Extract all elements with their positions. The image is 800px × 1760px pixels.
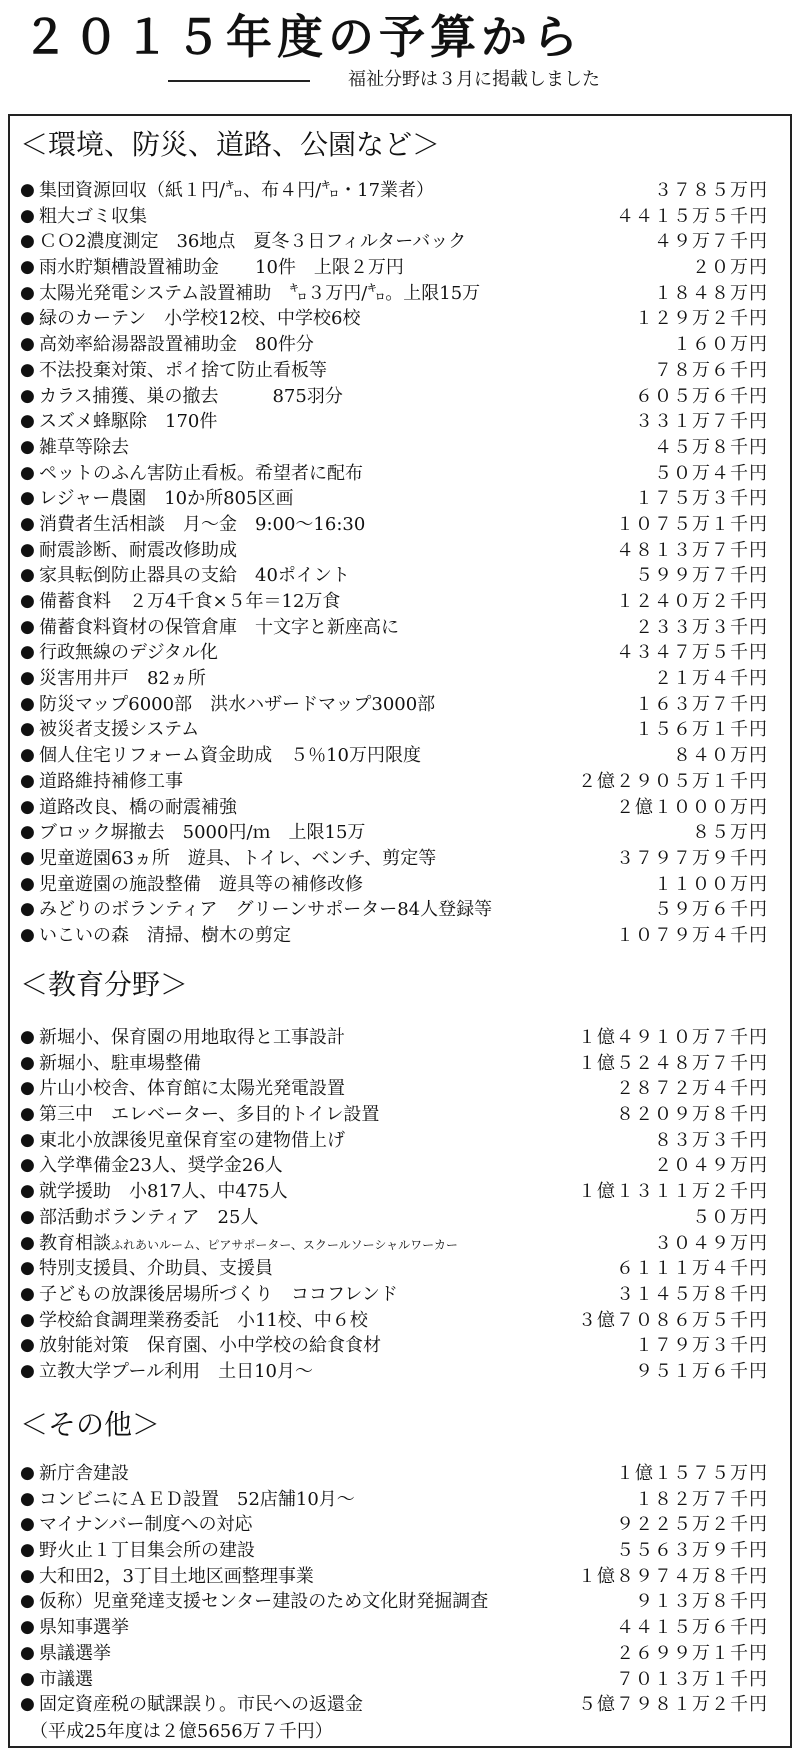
budget-item-label <box>39 820 365 846</box>
budget-item-label-text: 個人住宅リフォーム資金助成 ５％10万円限度 <box>39 745 422 767</box>
budget-item-label-text: 部活動ボランティア 25人 <box>39 1206 259 1228</box>
budget-item <box>20 255 768 281</box>
page-title: ２０１５年度の予算から <box>22 10 583 64</box>
budget-item <box>20 872 768 898</box>
budget-item-label-text: 仮称）児童発達支援センター建設のため文化財発掘調査 <box>39 1591 489 1613</box>
budget-item-label-text: 県知事選挙 <box>39 1617 129 1639</box>
environment-budget-list <box>20 178 768 949</box>
budget-item-label <box>39 306 360 332</box>
budget-item-label <box>39 1153 283 1179</box>
budget-item-label <box>39 435 129 461</box>
budget-item-amount: １億１３１１万２千円 <box>578 1181 768 1203</box>
budget-item-amount: ３１４５万８千円 <box>616 1283 768 1305</box>
budget-item-amount: ５５６３万９千円 <box>616 1540 768 1562</box>
budget-item-amount: １２４０万２千円 <box>616 591 768 612</box>
budget-item-label <box>39 615 399 641</box>
budget-item-label <box>39 795 237 821</box>
bullet-icon: ● <box>20 1642 35 1663</box>
budget-item <box>20 1231 768 1257</box>
budget-item-amount: ４３４７万５千円 <box>616 642 768 664</box>
budget-item-label <box>39 563 350 589</box>
budget-item-amount: ５億７９８１万２千円 <box>578 1694 768 1716</box>
budget-item-label-text: 太陽光発電システム設置補助 ㌔３万円/㌔。上限15万 <box>39 282 481 304</box>
bullet-icon: ● <box>20 1617 35 1638</box>
budget-item-label-text: 大和田2，3丁目土地区画整理事業 <box>39 1565 314 1587</box>
bullet-icon: ● <box>20 796 35 817</box>
budget-item-label <box>39 1512 252 1538</box>
bullet-icon: ● <box>20 257 35 278</box>
bullet-icon: ● <box>20 616 35 637</box>
budget-item-amount: ３３１万７千円 <box>635 411 768 433</box>
budget-item-label-text: 備蓄食料 ２万4千食×５年＝12万食 <box>39 591 341 612</box>
bullet-icon: ● <box>20 1181 35 1202</box>
budget-item-label <box>39 1461 129 1487</box>
budget-item-label-text: 新庁舎建設 <box>39 1463 129 1484</box>
budget-item-label <box>39 384 343 410</box>
budget-item <box>20 795 768 821</box>
bullet-icon: ● <box>20 513 35 534</box>
budget-item-label <box>39 332 314 358</box>
budget-item-label-text: 集団資源回収（紙１円/㌔、布４円/㌔・17業者） <box>39 180 435 201</box>
budget-item-label <box>39 204 147 230</box>
budget-item-label-text: 雑草等除去 <box>39 436 129 458</box>
budget-item <box>20 1538 768 1564</box>
budget-item-amount: ２億２９０５万１千円 <box>578 770 768 792</box>
budget-item <box>20 1667 768 1693</box>
bullet-icon: ● <box>20 693 35 714</box>
budget-item-label-text: 家具転倒防止器具の支給 40ポイント <box>39 565 350 587</box>
budget-item-amount: ２０４９万円 <box>654 1155 768 1177</box>
budget-item-label <box>39 1205 258 1231</box>
budget-item-label-text: 児童遊園63ヵ所 遊具、トイレ、ベンチ、剪定等 <box>39 847 437 869</box>
section-heading-other: ＜その他＞ <box>20 1408 161 1441</box>
budget-item <box>20 178 768 204</box>
budget-item-label-text: 市議選 <box>39 1668 93 1690</box>
budget-item-label-text: いこいの森 清掃、樹木の剪定 <box>39 924 291 946</box>
bullet-icon: ● <box>20 1309 35 1330</box>
budget-item-label-text: 新堀小、保育園の用地取得と工事設計 <box>39 1027 345 1048</box>
budget-item <box>20 229 768 255</box>
budget-item-label <box>39 1308 368 1334</box>
budget-item-label <box>39 1538 255 1564</box>
budget-item-label-text: レジャー農園 10か所805区画 <box>39 488 294 510</box>
budget-item-label <box>39 255 404 281</box>
budget-item-amount: １億４９１０万７千円 <box>578 1027 768 1048</box>
bullet-icon: ● <box>20 565 35 586</box>
budget-item-label <box>39 229 466 255</box>
budget-item-amount: １億８９７４万８千円 <box>578 1565 768 1587</box>
budget-item-label <box>39 1487 355 1513</box>
bullet-icon: ● <box>20 359 35 380</box>
budget-item-amount: ５９万６千円 <box>654 899 768 921</box>
section-heading-environment: ＜環境、防災、道路、公園など＞ <box>20 128 441 161</box>
budget-item-label <box>39 743 421 769</box>
budget-item <box>20 1102 768 1128</box>
section-heading-education: ＜教育分野＞ <box>20 968 189 1001</box>
budget-item-amount: １億５２４８万７千円 <box>578 1052 768 1074</box>
budget-item-label <box>39 666 206 692</box>
budget-item-amount: １２９万２千円 <box>635 308 768 330</box>
budget-item-label-text: 被災者支援システム <box>39 719 200 741</box>
budget-item-label <box>39 1564 314 1590</box>
budget-item-amount: ４９万７千円 <box>654 231 768 253</box>
budget-item <box>20 1359 768 1385</box>
budget-item-label-text: 防災マップ6000部 洪水ハザードマップ3000部 <box>39 693 436 715</box>
budget-item-amount: ７０１３万１千円 <box>616 1668 768 1690</box>
other-budget-list <box>20 1461 768 1718</box>
budget-item <box>20 1282 768 1308</box>
budget-item-label <box>39 1076 345 1102</box>
budget-item <box>20 1512 768 1538</box>
budget-item <box>20 1641 768 1667</box>
budget-item <box>20 1179 768 1205</box>
budget-item <box>20 409 768 435</box>
bullet-icon: ● <box>20 591 35 611</box>
budget-item <box>20 538 768 564</box>
budget-item-amount: １７９万３千円 <box>635 1335 768 1357</box>
bullet-icon: ● <box>20 1155 35 1176</box>
budget-item-label-text: コンビニにＡＥＤ設置 52店舗10月～ <box>39 1488 355 1510</box>
budget-item <box>20 1589 768 1615</box>
budget-item <box>20 820 768 846</box>
budget-item-label-text: みどりのボランティア グリーンサポーター84人登録等 <box>39 899 493 921</box>
bullet-icon: ● <box>20 205 35 226</box>
budget-item-label-text: 就学援助 小817人、中475人 <box>39 1181 288 1203</box>
budget-item-amount: ６０５万６千円 <box>635 385 768 407</box>
budget-item-amount: ５０万４千円 <box>654 462 768 484</box>
budget-item <box>20 1564 768 1590</box>
budget-item-label <box>39 1692 363 1718</box>
budget-item-label <box>39 1282 398 1308</box>
budget-item <box>20 1153 768 1179</box>
budget-item <box>20 1692 768 1718</box>
budget-item-label-text: 緑のカーテン 小学校12校、中学校6校 <box>39 308 361 330</box>
budget-item-amount: ４８１３万７千円 <box>616 539 768 561</box>
bullet-icon: ● <box>20 1232 35 1253</box>
budget-item-amount: ４４１５万６千円 <box>616 1617 768 1639</box>
bullet-icon: ● <box>20 719 35 740</box>
budget-item-amount: ２億１０００万円 <box>616 796 768 818</box>
budget-item <box>20 1487 768 1513</box>
footnote: （平成25年度は２億5656万７千円） <box>30 1721 333 1742</box>
bullet-icon: ● <box>20 1078 35 1099</box>
budget-item-label-text: 児童遊園の施設整備 遊具等の補修改修 <box>39 873 363 895</box>
budget-item-amount: ８４０万円 <box>673 745 768 767</box>
budget-item-label-text: 教育相談 <box>39 1232 111 1254</box>
budget-item-label-text: 放射能対策 保育園、小中学校の給食食材 <box>39 1335 381 1357</box>
bullet-icon: ● <box>20 436 35 457</box>
budget-item <box>20 692 768 718</box>
budget-item-label-text: ブロック塀撤去 5000円/ｍ 上限15万 <box>39 822 366 844</box>
bullet-icon: ● <box>20 1258 35 1279</box>
budget-item <box>20 512 768 538</box>
budget-item-amount: １億１５７５万円 <box>616 1463 768 1484</box>
bullet-icon: ● <box>20 873 35 894</box>
budget-item <box>20 204 768 230</box>
bullet-icon: ● <box>20 334 35 355</box>
budget-item-label-text: 県議選挙 <box>39 1642 111 1664</box>
bullet-icon: ● <box>20 1488 35 1509</box>
budget-item <box>20 1076 768 1102</box>
budget-item-label-text: 備蓄食料資材の保管倉庫 十文字と新座高に <box>39 616 399 638</box>
budget-item-detail: ふれあいルーム、ピアサポーター、スクールソーシャルワーカー <box>111 1237 458 1252</box>
budget-item <box>20 1128 768 1154</box>
budget-item <box>20 486 768 512</box>
budget-item-amount: ９５１万６千円 <box>635 1360 768 1382</box>
budget-item-amount: １８２万７千円 <box>635 1488 768 1510</box>
bullet-icon: ● <box>20 924 35 945</box>
page-subtitle: 福祉分野は３月に掲載しました <box>348 69 600 90</box>
budget-item-amount: ４５万８千円 <box>654 436 768 458</box>
budget-item-amount: ２６９９万１千円 <box>616 1642 768 1664</box>
budget-item-label <box>39 1333 381 1359</box>
bullet-icon: ● <box>20 1335 35 1356</box>
budget-item-amount: ３７９７万９千円 <box>616 847 768 869</box>
bullet-icon: ● <box>20 1463 35 1483</box>
budget-item <box>20 1333 768 1359</box>
budget-item-amount: ８２０９万８千円 <box>616 1104 768 1126</box>
budget-item-label-text: 道路改良、橋の耐震補強 <box>39 796 237 818</box>
budget-item-label <box>39 486 293 512</box>
budget-item <box>20 666 768 692</box>
budget-item-label <box>39 1667 93 1693</box>
budget-item-amount: ８３万３千円 <box>654 1129 768 1151</box>
bullet-icon: ● <box>20 1027 35 1047</box>
bullet-icon: ● <box>20 899 35 920</box>
education-budget-list <box>20 1025 768 1385</box>
budget-item <box>20 1615 768 1641</box>
budget-item <box>20 332 768 358</box>
budget-item-label <box>39 281 480 307</box>
budget-item-label-text: 耐震診断、耐震改修助成 <box>39 539 237 561</box>
budget-item <box>20 461 768 487</box>
budget-item <box>20 769 768 795</box>
budget-item-label <box>39 1128 345 1154</box>
budget-item <box>20 435 768 461</box>
budget-item-label <box>39 897 492 923</box>
budget-item-amount: ３７８５万円 <box>654 180 768 201</box>
bullet-icon: ● <box>20 411 35 432</box>
bullet-icon: ● <box>20 1283 35 1304</box>
budget-item-amount: １１００万円 <box>654 873 768 895</box>
budget-item-label <box>39 1179 288 1205</box>
budget-item-amount: ２０万円 <box>692 257 768 279</box>
budget-item <box>20 615 768 641</box>
budget-item <box>20 640 768 666</box>
budget-item-label <box>39 769 183 795</box>
budget-item-label-text: 不法投棄対策、ポイ捨て防止看板等 <box>39 359 327 381</box>
bullet-icon: ● <box>20 745 35 766</box>
bullet-icon: ● <box>20 488 35 509</box>
budget-item-amount: ２３３万３千円 <box>635 616 768 638</box>
budget-item <box>20 1256 768 1282</box>
budget-item <box>20 1051 768 1077</box>
budget-item-label-text: 行政無線のデジタル化 <box>39 642 218 664</box>
budget-item-label <box>39 589 340 615</box>
budget-item-label <box>39 512 365 538</box>
budget-item <box>20 306 768 332</box>
bullet-icon: ● <box>20 1360 35 1381</box>
bullet-icon: ● <box>20 1565 35 1586</box>
budget-item <box>20 1308 768 1334</box>
budget-item-label <box>39 1256 273 1282</box>
budget-item <box>20 743 768 769</box>
bullet-icon: ● <box>20 1206 35 1227</box>
bullet-icon: ● <box>20 1591 35 1612</box>
budget-item-label <box>39 1102 379 1128</box>
budget-item-label <box>39 1359 313 1385</box>
bullet-icon: ● <box>20 1104 35 1125</box>
bullet-icon: ● <box>20 1052 35 1073</box>
budget-item-label-text: 野火止１丁目集会所の建設 <box>39 1540 255 1562</box>
budget-item <box>20 717 768 743</box>
budget-item-label <box>39 1025 345 1051</box>
budget-item-label-text: 子どもの放課後居場所づくり ココフレンド <box>39 1283 398 1305</box>
budget-item-label-text: 入学準備金23人、奨学金26人 <box>39 1155 283 1177</box>
budget-item-label-text: 立教大学プール利用 土日10月～ <box>39 1360 314 1382</box>
budget-item-label <box>39 1051 201 1077</box>
budget-item <box>20 384 768 410</box>
budget-item-label-text: 第三中 エレベーター、多目的トイレ設置 <box>39 1104 380 1126</box>
budget-item-label-text: 高効率給湯器設置補助金 80件分 <box>39 334 314 356</box>
budget-item-amount: ９１３万８千円 <box>635 1591 768 1613</box>
budget-item-amount: １６３万７千円 <box>635 693 768 715</box>
budget-item-amount: ７８万６千円 <box>654 359 768 381</box>
budget-item-label <box>39 409 217 435</box>
bullet-icon: ● <box>20 462 35 483</box>
budget-item-amount: １７５万３千円 <box>635 488 768 510</box>
bullet-icon: ● <box>20 385 35 406</box>
budget-item-amount: １８４８万円 <box>654 282 768 304</box>
budget-item-amount: ６１１１万４千円 <box>616 1258 768 1280</box>
budget-item-label-text: 学校給食調理業務委託 小11校、中６校 <box>39 1309 368 1331</box>
bullet-icon: ● <box>20 1129 35 1150</box>
bullet-icon: ● <box>20 770 35 791</box>
bullet-icon: ● <box>20 180 35 200</box>
budget-item-label <box>39 692 435 718</box>
budget-item <box>20 563 768 589</box>
budget-item-label-text: 道路維持補修工事 <box>39 770 183 792</box>
budget-item-label-text: 片山小校舎、体育館に太陽光発電設置 <box>39 1078 345 1100</box>
bullet-icon: ● <box>20 539 35 560</box>
budget-item-amount: ５０万円 <box>692 1206 768 1228</box>
budget-item-label-text: 消費者生活相談 月～金 9:00～16:30 <box>39 513 366 535</box>
budget-item-amount: ９２２５万２千円 <box>616 1514 768 1536</box>
budget-item <box>20 358 768 384</box>
budget-item <box>20 923 768 949</box>
bullet-icon: ● <box>20 282 35 303</box>
budget-item-label-text: マイナンバー制度への対応 <box>39 1514 253 1536</box>
budget-item-label-text: 東北小放課後児童保育室の建物借上げ <box>39 1129 345 1151</box>
bullet-icon: ● <box>20 1540 35 1561</box>
bullet-icon: ● <box>20 231 35 252</box>
budget-item <box>20 281 768 307</box>
budget-item-label <box>39 923 291 949</box>
budget-item-label-text: 特別支援員、介助員、支援員 <box>39 1258 273 1280</box>
budget-item-label-text: 新堀小、駐車場整備 <box>39 1052 201 1074</box>
budget-item <box>20 1025 768 1051</box>
budget-item-label <box>39 1231 458 1259</box>
budget-item <box>20 846 768 872</box>
budget-item-amount: １６０万円 <box>673 334 768 356</box>
budget-item <box>20 1205 768 1231</box>
budget-item-label <box>39 717 199 743</box>
budget-item <box>20 1461 768 1487</box>
bullet-icon: ● <box>20 1514 35 1535</box>
budget-item-amount: ３０４９万円 <box>654 1232 768 1254</box>
budget-item-label-text: スズメ蜂駆除 170件 <box>39 411 218 433</box>
bullet-icon: ● <box>20 668 35 689</box>
budget-item-label-text: ペットのふん害防止看板。希望者に配布 <box>39 462 363 484</box>
bullet-icon: ● <box>20 847 35 868</box>
budget-item-amount: ８５万円 <box>692 822 768 844</box>
budget-item-amount: ２８７２万４千円 <box>616 1078 768 1100</box>
budget-item-amount: ２１万４千円 <box>654 668 768 690</box>
budget-item-amount: ３億７０８６万５千円 <box>578 1309 768 1331</box>
bullet-icon: ● <box>20 1668 35 1689</box>
budget-item-amount: １０７９万４千円 <box>616 924 768 946</box>
budget-item-label-text: 災害用井戸 82ヵ所 <box>39 668 206 690</box>
budget-item-label-text: 粗大ゴミ収集 <box>39 205 147 227</box>
bullet-icon: ● <box>20 308 35 329</box>
budget-item-amount: ４４１５万５千円 <box>616 205 768 227</box>
bullet-icon: ● <box>20 822 35 843</box>
budget-item-amount: ５９９万７千円 <box>635 565 768 587</box>
budget-item-label <box>39 538 237 564</box>
budget-item-amount: １５６万１千円 <box>635 719 768 741</box>
budget-item-label-text: カラス捕獲、巣の撤去 875羽分 <box>39 385 343 407</box>
bullet-icon: ● <box>20 642 35 663</box>
budget-item-label <box>39 1615 129 1641</box>
budget-item-label <box>39 358 327 384</box>
budget-item-label-text: 雨水貯類槽設置補助金 10件 上限２万円 <box>39 257 404 279</box>
budget-item-label <box>39 1641 111 1667</box>
budget-item-label-text: 固定資産税の賦課誤り。市民への返還金 <box>39 1694 363 1716</box>
budget-item-label <box>39 461 363 487</box>
budget-item <box>20 589 768 615</box>
budget-item-label <box>39 640 218 666</box>
budget-item-label <box>39 178 434 204</box>
budget-item <box>20 897 768 923</box>
budget-item-label <box>39 872 363 898</box>
budget-item-label <box>39 1589 488 1615</box>
budget-item-label-text: ＣＯ2濃度測定 36地点 夏冬３日フィルターバック <box>39 231 467 253</box>
budget-item-amount: １０７５万１千円 <box>616 513 768 535</box>
subtitle-rule <box>168 80 310 82</box>
budget-item-label <box>39 846 436 872</box>
bullet-icon: ● <box>20 1694 35 1715</box>
